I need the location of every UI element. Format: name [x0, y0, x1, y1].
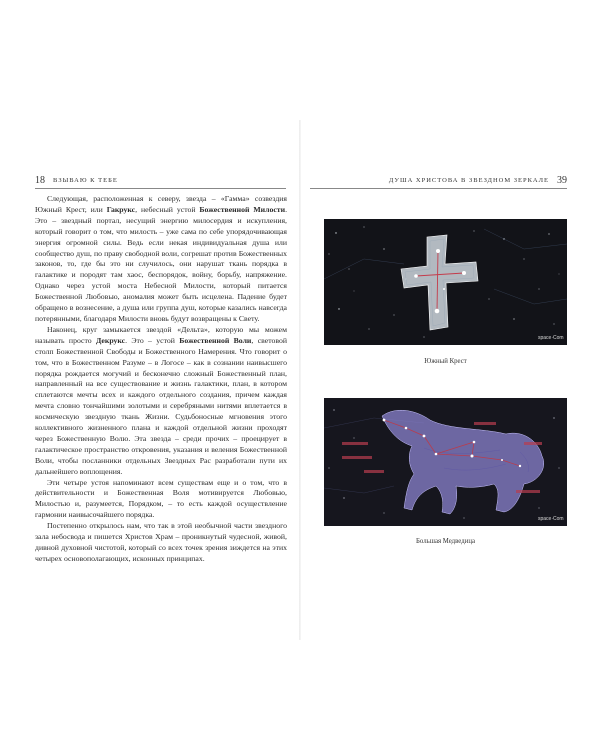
paragraph [35, 325, 287, 478]
paragraph [35, 478, 287, 522]
bold-term: Декрукс [95, 335, 126, 345]
right-page-number: 39 [557, 175, 567, 186]
text-run: Постепенно открылось нам, что так в этой необычной части звездного зала небосвода и пишется Христов Храм – проникнутый чудесной, живой, дивной духовной чистотой, который со всех точек зрения зиждется на этих четырех основополагающих, исконных принципах. [35, 521, 287, 563]
figure1-watermark: space·Com [538, 335, 564, 341]
text-run: Следующая, расположенная к северу, звезда – «Гамма» созвездия Южный Крест, или [35, 194, 287, 214]
left-running-head [35, 175, 286, 189]
ursa-major-image [324, 398, 567, 526]
paragraph [35, 194, 287, 325]
text-run: . Это – устой [125, 335, 180, 345]
text-run: . Это – звездный портал, несущий энергию милосердия и искупления, который говорит о том, что милость – уже сама по себе упорядочивающая энергия огромной силы. Ведь если некая индивидуальная душа или сообщество душ, по праву свободной воли, согрешат против Божественных законов, то, где бы это ни случилось, они нарушат ткань порядка в галактике и породят там хаос, беспорядок, войну, борьбу, напряжение. Однако через устой моста Небесной Милости, который питается Божественной Любовью, аномалия может быть исцелена. Падение будет обращено в вознесение, а душа или группа душ, которые казались навсегда потерянными, благодаря Милости вновь будут возвращены к Свету. [35, 204, 287, 323]
figure2-watermark: space·Com [538, 516, 564, 522]
text-run: Эти четыре устоя напоминают всем существам еще и о том, что в действительности и Божественная Воля мотивируется Любовью, Милостью и, разумеется, Порядком, – то есть каждой осуществление гармонии наивысочайшего порядка. [35, 477, 287, 520]
bold-term: Божественной Воли [179, 335, 252, 345]
figure1-caption: Южный Крест [424, 358, 467, 365]
left-page-number: 18 [35, 175, 45, 186]
right-running-head [310, 175, 567, 189]
text-run: , небесный устой [135, 204, 200, 214]
paragraph [35, 521, 287, 565]
bold-term: Божественной Милости [199, 204, 286, 214]
text-run: Наконец, круг замыкается звездой «Дельта», которую мы можем называть просто [35, 324, 287, 345]
body-text [35, 194, 287, 565]
bold-term: Гакрукс [106, 204, 136, 214]
left-running-head-title: ВЗЫВАЮ К ТЕБЕ [53, 177, 118, 184]
right-page [300, 0, 600, 750]
text-run: , световой столп Божественной Свободы и Божественного Намерения. Что говорит о том, что в Божественном Разуме – в Логосе – как в сознании наивысшего порядка рождается могучий и бесконечно сложный Божественный план, направленный на все существование и жизнь галактики, план, в котором сплетаются мечты всех и каждого отдельного создания, причем каждая мечта словно тончайшими золотыми и серебряными нитями вплетается в космическую звездную ткань Жизни. Судьбоносные мгновения этого коллективного жизненного плана и каждой отдельной жизни проходят через Божественную Волю. Эта звезда – среди прочих – проецирует в галактическое пространство откровения, указания и веления Божественной Воли, чтобы посланники отдельных Звездных Рас разработали пути их дальнейшего воплощения. [35, 335, 287, 476]
figure2-caption: Большая Медведица [416, 538, 475, 545]
right-running-head-title: ДУША ХРИСТОВА В ЗВЕЗДНОМ ЗЕРКАЛЕ [388, 177, 549, 184]
southern-cross-image [324, 219, 567, 345]
